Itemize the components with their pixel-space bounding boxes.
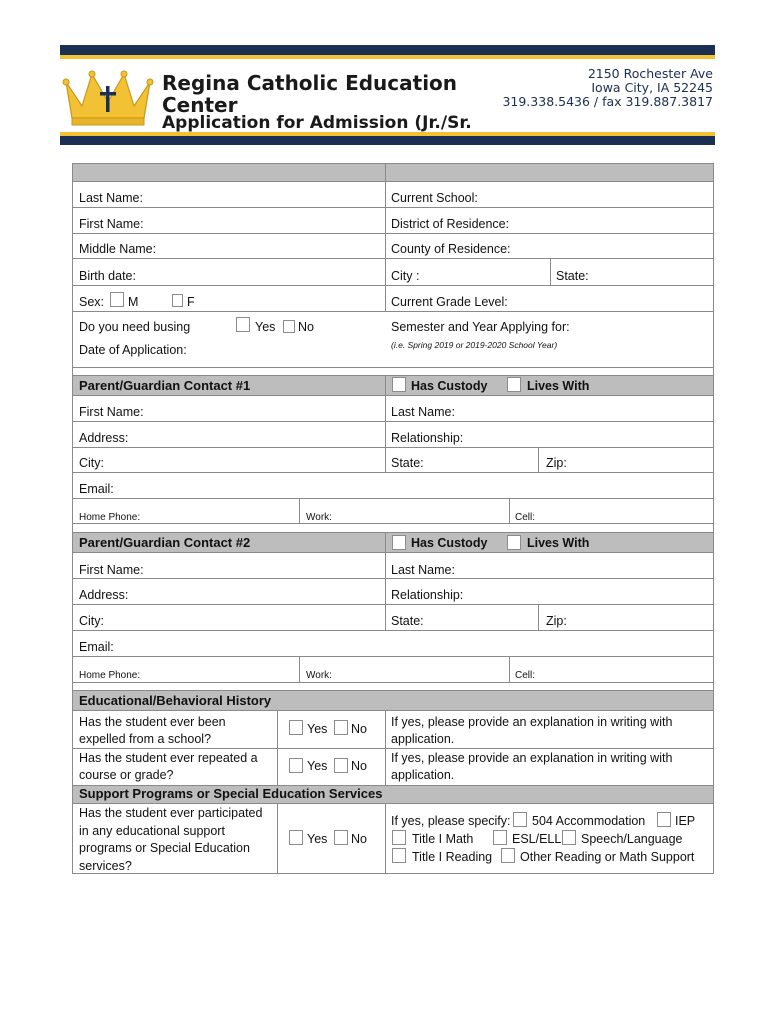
guardian2-work-label: Work: <box>306 670 332 681</box>
sex-f-label: F <box>187 295 195 309</box>
busing-yes-label: Yes <box>255 320 276 334</box>
guardian2-cell-label: Cell: <box>515 670 536 681</box>
school-name-line2: Center <box>162 93 238 117</box>
guardian2-state-label: State: <box>391 614 424 628</box>
busing-yes-checkbox[interactable] <box>236 317 250 332</box>
option-iep-label: IEP <box>675 814 696 828</box>
guardian1-custody-checkbox[interactable] <box>392 377 406 392</box>
history-q1-no-checkbox[interactable] <box>334 720 348 735</box>
guardian2-heading: Parent/Guardian Contact #2 <box>79 535 251 550</box>
guardian1-home-phone-label: Home Phone: <box>79 512 141 523</box>
address-street: 2150 Rochester Ave <box>587 66 713 81</box>
guardian2-custody-checkbox[interactable] <box>392 535 406 550</box>
option-other-label: Other Reading or Math Support <box>520 850 695 864</box>
guardian1-custody-label: Has Custody <box>411 379 488 393</box>
history-q1-no-label: No <box>351 722 367 736</box>
header-top-gold-line <box>60 55 715 59</box>
history-q2-no-label: No <box>351 759 367 773</box>
history-q2-yes-checkbox[interactable] <box>289 758 303 773</box>
sex-m-checkbox[interactable] <box>110 292 124 307</box>
header-top-band <box>60 45 715 55</box>
guardian1-city-label: City: <box>79 456 104 470</box>
guardian2-first-name-label: First Name: <box>79 563 144 577</box>
busing-label: Do you need busing <box>79 320 191 334</box>
district-label: District of Residence: <box>391 217 510 231</box>
option-esl-label: ESL/ELL <box>512 832 562 846</box>
sex-label: Sex: <box>79 295 105 309</box>
option-esl-checkbox[interactable] <box>493 830 507 845</box>
form-subtitle: Application for Admission (Jr./Sr. <box>162 113 472 132</box>
top-gray-band <box>72 163 714 181</box>
support-yes-label: Yes <box>307 832 328 846</box>
birth-date-label: Birth date: <box>79 269 136 283</box>
guardian2-relationship-label: Relationship: <box>391 588 464 602</box>
city-label: City : <box>391 269 420 283</box>
support-no-label: No <box>351 832 367 846</box>
guardian2-city-label: City: <box>79 614 104 628</box>
guardian1-heading: Parent/Guardian Contact #1 <box>79 378 251 393</box>
semester-label: Semester and Year Applying for: <box>391 320 570 334</box>
history-q1-yes-label: Yes <box>307 722 328 736</box>
option-504-label: 504 Accommodation <box>532 814 646 828</box>
header-bottom-band <box>60 136 715 145</box>
support-heading: Support Programs or Special Education Services <box>79 786 383 801</box>
admission-form <box>72 163 714 874</box>
guardian2-home-phone-label: Home Phone: <box>79 670 141 681</box>
county-label: County of Residence: <box>391 242 511 256</box>
address-phone: 319.338.5436 / fax 319.887.3817 <box>502 94 713 109</box>
history-q2-no-checkbox[interactable] <box>334 758 348 773</box>
guardian1-lives-with-label: Lives With <box>527 379 590 393</box>
current-school-label: Current School: <box>391 191 478 205</box>
guardian2-address-label: Address: <box>79 588 129 602</box>
guardian1-address-label: Address: <box>79 431 129 445</box>
guardian1-state-label: State: <box>391 456 424 470</box>
option-title1-math-checkbox[interactable] <box>392 830 406 845</box>
first-name-label: First Name: <box>79 217 144 231</box>
guardian2-zip-label: Zip: <box>546 614 567 628</box>
history-q2-yes-label: Yes <box>307 759 328 773</box>
address-city: Iowa City, IA 52245 <box>591 80 713 95</box>
middle-name-label: Middle Name: <box>79 242 157 256</box>
busing-no-label: No <box>298 320 314 334</box>
busing-no-checkbox[interactable] <box>283 320 295 333</box>
grade-level-label: Current Grade Level: <box>391 295 508 309</box>
subtitle-clip <box>162 113 715 132</box>
guardian1-work-label: Work: <box>306 512 332 523</box>
support-yes-checkbox[interactable] <box>289 830 303 845</box>
support-question: Has the student ever participated in any educational support programs or Special Education services? <box>79 806 263 873</box>
history-heading: Educational/Behavioral History <box>79 693 272 708</box>
option-other-checkbox[interactable] <box>501 848 515 863</box>
guardian2-custody-label: Has Custody <box>411 536 488 550</box>
guardian1-first-name-label: First Name: <box>79 405 144 419</box>
option-title1-reading-label: Title I Reading <box>412 850 493 864</box>
semester-hint: (i.e. Spring 2019 or 2019-2020 School Year) <box>391 340 558 350</box>
state-label: State: <box>556 269 589 283</box>
guardian1-zip-label: Zip: <box>546 456 567 470</box>
last-name-label: Last Name: <box>79 191 143 205</box>
sex-m-label: M <box>128 295 139 309</box>
option-iep-checkbox[interactable] <box>657 812 671 827</box>
option-title1-reading-checkbox[interactable] <box>392 848 406 863</box>
school-name-line1: Regina Catholic Education <box>162 71 458 95</box>
option-title1-math-label: Title I Math <box>412 832 474 846</box>
guardian1-cell-label: Cell: <box>515 512 536 523</box>
date-of-application-label: Date of Application: <box>79 343 187 357</box>
history-q1-explain: If yes, please provide an explanation in writing with application. <box>391 715 673 746</box>
support-no-checkbox[interactable] <box>334 830 348 845</box>
address-block <box>393 67 713 109</box>
guardian1-lives-with-checkbox[interactable] <box>507 377 521 392</box>
history-q1: Has the student ever been expelled from a school? <box>79 715 226 746</box>
history-q2-explain: If yes, please provide an explanation in writing with application. <box>391 751 673 782</box>
support-specify-label: If yes, please specify: <box>391 814 511 828</box>
guardian2-lives-with-label: Lives With <box>527 536 590 550</box>
guardian2-email-label: Email: <box>79 640 114 654</box>
option-speech-label: Speech/Language <box>581 832 683 846</box>
guardian1-relationship-label: Relationship: <box>391 431 464 445</box>
history-q1-yes-checkbox[interactable] <box>289 720 303 735</box>
option-speech-checkbox[interactable] <box>562 830 576 845</box>
guardian2-last-name-label: Last Name: <box>391 563 455 577</box>
crown-cross-logo <box>62 68 154 128</box>
guardian1-email-label: Email: <box>79 482 114 496</box>
history-q2: Has the student ever repeated a course or grade? <box>79 751 258 782</box>
guardian1-last-name-label: Last Name: <box>391 405 455 419</box>
guardian2-lives-with-checkbox[interactable] <box>507 535 521 550</box>
option-504-checkbox[interactable] <box>513 812 527 827</box>
sex-f-checkbox[interactable] <box>172 294 183 307</box>
